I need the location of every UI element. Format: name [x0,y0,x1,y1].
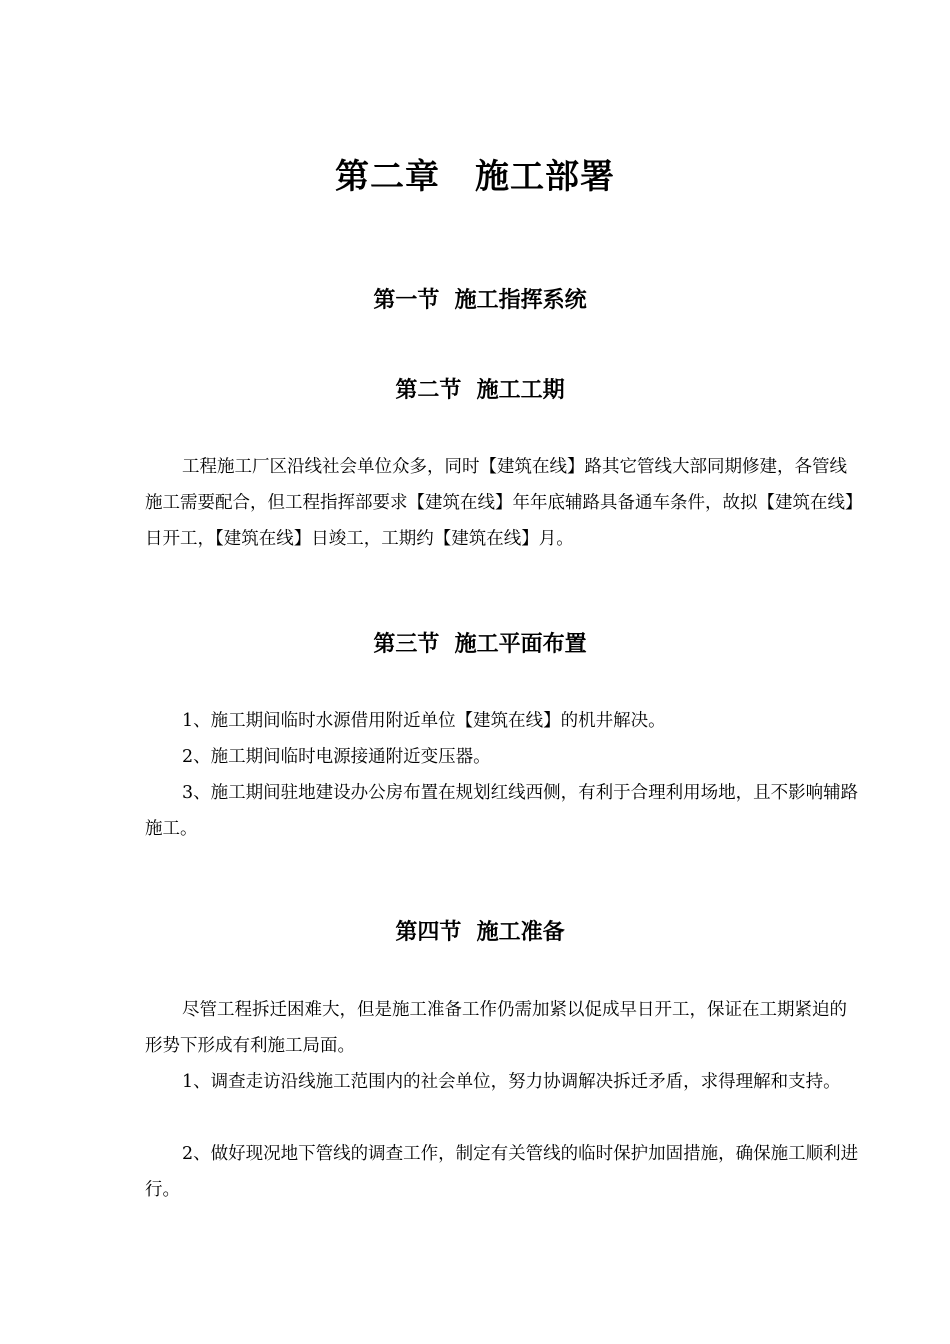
chapter-title: 第二章 施工部署 [335,157,615,197]
section-title-preparation: 第四节 施工准备 [395,920,565,945]
schedule-paragraph: 工程施工厂区沿线社会单位众多，同时【建筑在线】路其它管线大部同期修建，各管线施工需要配合，但工程指挥部要求【建筑在线】年年底辅路具备通车条件，故拟【建筑在线】日开工，【建筑在线】日竣工，工期约【建筑在线】月。 [145,457,863,549]
section-title-schedule: 第二节 施工工期 [395,378,565,403]
section-title-command-system: 第一节 施工指挥系统 [373,288,587,313]
preparation-intro: 尽管工程拆迁困难大，但是施工准备工作仍需加紧以促成早日开工，保证在工期紧迫的形势下形成有利施工局面。 [145,1000,847,1056]
preparation-item-1: 1、调查走访沿线施工范围内的社会单位，努力协调解决拆迁矛盾，求得理解和支持。 [182,1072,841,1092]
site-layout-item-3: 3、施工期间驻地建设办公房布置在规划红线西侧，有利于合理利用场地，且不影响辅路施工。 [145,783,859,839]
preparation-item-2: 2、做好现况地下管线的调查工作，制定有关管线的临时保护加固措施，确保施工顺利进行。 [145,1144,859,1200]
section-title-site-layout: 第三节 施工平面布置 [373,632,587,657]
site-layout-item-1: 1、施工期间临时水源借用附近单位【建筑在线】的机井解决。 [182,711,666,731]
site-layout-item-2: 2、施工期间临时电源接通附近变压器。 [182,747,491,767]
